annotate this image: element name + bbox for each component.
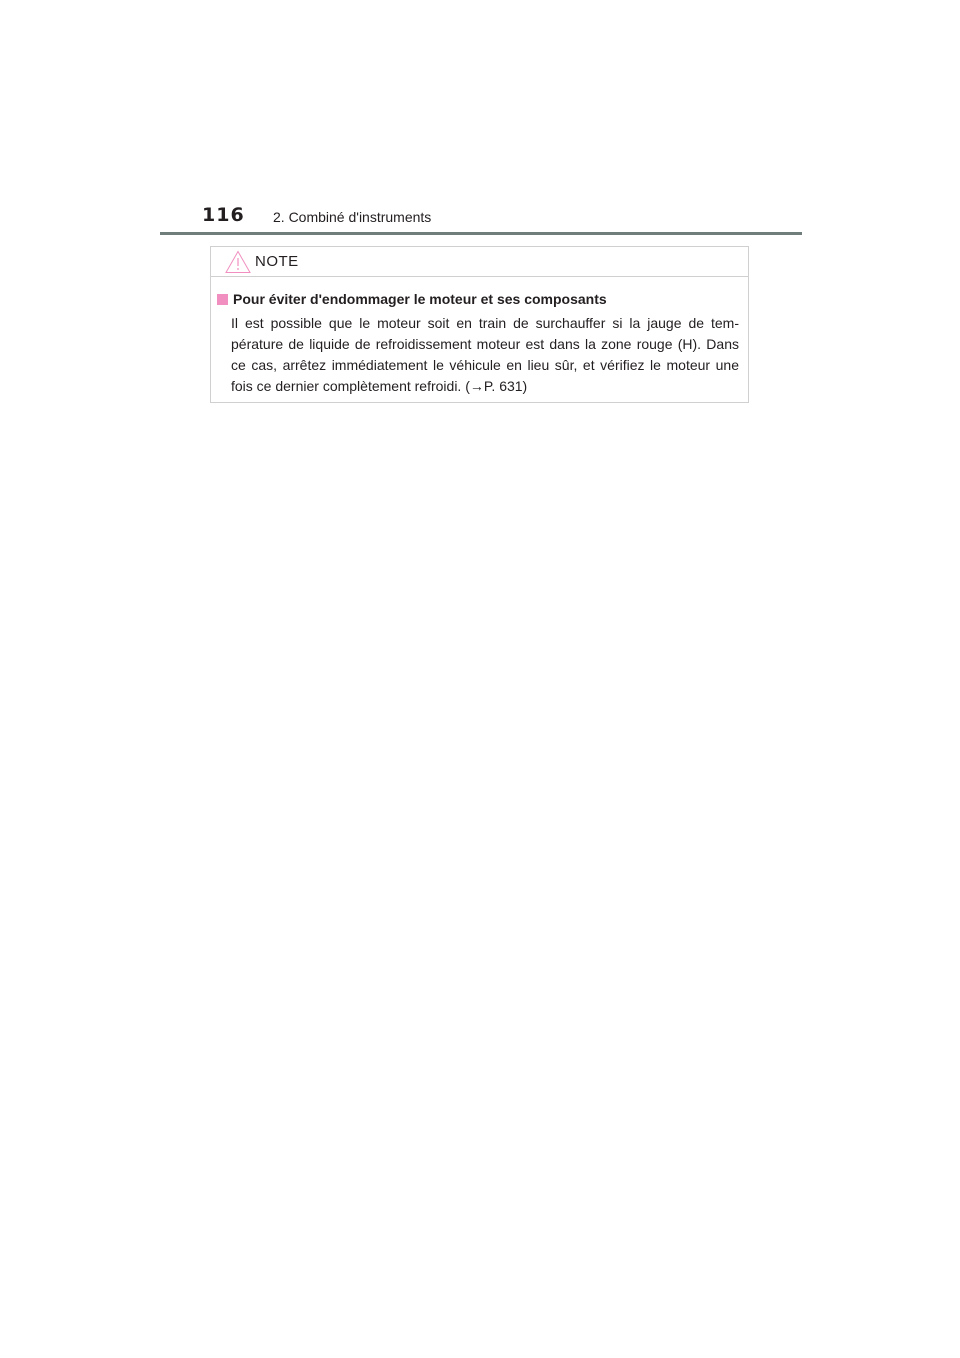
page-reference-link[interactable]: P. 631)	[483, 378, 528, 394]
note-paragraph	[231, 313, 739, 397]
note-body-text: Il est possible que le moteur soit en train de surchauffer si la jauge de tem-pérature de liquide de refroidissement moteur est dans la zone rouge (H). Dans ce cas, arrêtez immédiatement le véhicule en lieu sûr, et vérifiez le moteur une fois ce dernier complètement refroidi. (	[231, 315, 739, 394]
arrow-icon: →	[469, 378, 484, 394]
note-header	[211, 247, 748, 277]
section-title: 2. Combiné d'instruments	[273, 209, 432, 225]
note-title: NOTE	[255, 253, 299, 270]
page-number: 116	[202, 204, 245, 226]
note-box	[210, 246, 749, 403]
note-heading-text: Pour éviter d'endommager le moteur et ses composants	[233, 291, 607, 307]
bullet-square-icon	[217, 294, 228, 305]
warning-triangle-icon	[225, 250, 251, 274]
header-rule	[160, 232, 802, 235]
note-body	[211, 277, 748, 397]
page-header	[160, 200, 800, 236]
note-heading	[217, 289, 739, 309]
